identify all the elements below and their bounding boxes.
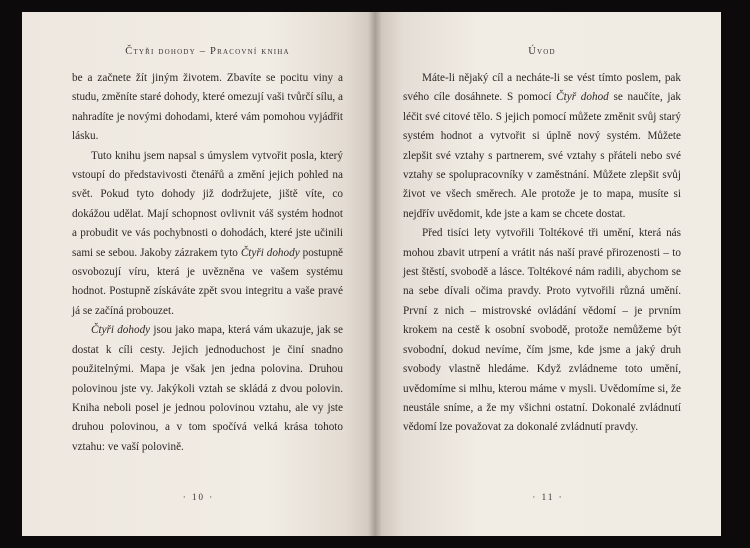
paragraph — [403, 224, 681, 437]
text-run: postupně osvobozují víru, která je uvězněna ve vašem systému hodnot. Postupně získáváte zpět svou integritu a vaše pravé já se začíná probouzet. — [72, 246, 344, 317]
text-run: Máte-li nějaký cíl a necháte-li se vést tímto poslem, pak svého cíle dosáhnete. S pomocí — [403, 72, 681, 104]
page-number-left: · 10 · — [182, 492, 215, 502]
paragraph — [72, 321, 343, 457]
page-number-right: · 11 · — [532, 492, 564, 502]
running-header-right: Úvod — [528, 46, 556, 57]
text-run: jsou jako mapa, která vám ukazuje, jak se dostat k cíli cesty. Jejich jednoduchost je činí snadno použitelnými. Mapa je však jen jedna polovina. Druhou polovinou jste vy. Jakýkoli vztah se skládá z dvou polovin. Kniha neboli posel je jednou polovinou vztahu, ale vy jste druhou polovinou, a v tom spočívá velká krása tohoto vztahu: ve vaší polovině. — [72, 324, 344, 453]
paragraph — [403, 69, 681, 224]
left-page — [22, 12, 375, 536]
text-run: Před tisíci lety vytvořili Toltékové tři umění, která nás mohou zbavit utrpení a vrátit nás naší pravé přirozenosti – to jest štěstí, svobodě a lásce. Toltékové nám radili, abychom se na sebe dívali očima pravdy. Proto vytvořili různá umění. První z nich – mistrovské ovládání vědomí – je prvním krokem na cestě k osobní svobodě, protože nemůžeme být svobodní, dokud nevíme, čím jsme, kde jsme a jaký druh svobody vlastně hledáme. Když zvládneme toto umění, uvědomíme si mlhu, kterou máme v mysli. Uvědomíme si, že neustále sníme, a že my všichni ostatní. Dokonalé zvládnutí vědomí lze považovat za dokonalé zvládnutí pravdy. — [403, 227, 681, 434]
body-text-left — [72, 69, 343, 457]
text-run: se naučíte, jak léčit své citové tělo. S jejich pomocí můžete změnit svůj starý systém hodnot a vytvořit si úplně nový systém. Můžete zlepšit své vztahy s partnerem, své vztahy s přáteli nebo své vztahy se spolupracovníky v zaměstnání. Můžete zlepšit svůj život ve všech směrech. Ale protože je to mapa, musíte si nejdřív uvědomit, kde jste a kam se chcete dostat. — [403, 91, 682, 220]
italic-title: Čtyři dohody — [240, 246, 300, 259]
text-run: be a začnete žít jiným životem. Zbavíte se pocitu viny a studu, změníte staré dohody, které omezují vaši tvůrčí sílu, a nahradíte je novými dohodami, které vám pomohou vyjádřit lásku. — [72, 72, 343, 143]
body-text-right — [403, 69, 681, 438]
text-run: Tuto knihu jsem napsal s úmyslem vytvořit posla, který vstoupí do představivosti čtenářů a změní jejich pohled na svět. Pokud tyto dohody již dodržujete, jiště víte, co dokážou udělat. Mají schopnost ovlivnit váš systém hodnot a probudit ve vás pochybnosti o dohodách, které jste učinili sami se sebou. Jakoby zázrakem tyto — [72, 149, 343, 259]
italic-title: Čtyři dohody — [91, 324, 151, 337]
italic-title: Čtyř dohod — [556, 91, 609, 104]
paragraph — [72, 147, 343, 322]
paragraph — [72, 69, 343, 147]
right-page — [375, 12, 721, 536]
running-header-left: Čtyři dohody – Pracovní kniha — [125, 46, 290, 57]
